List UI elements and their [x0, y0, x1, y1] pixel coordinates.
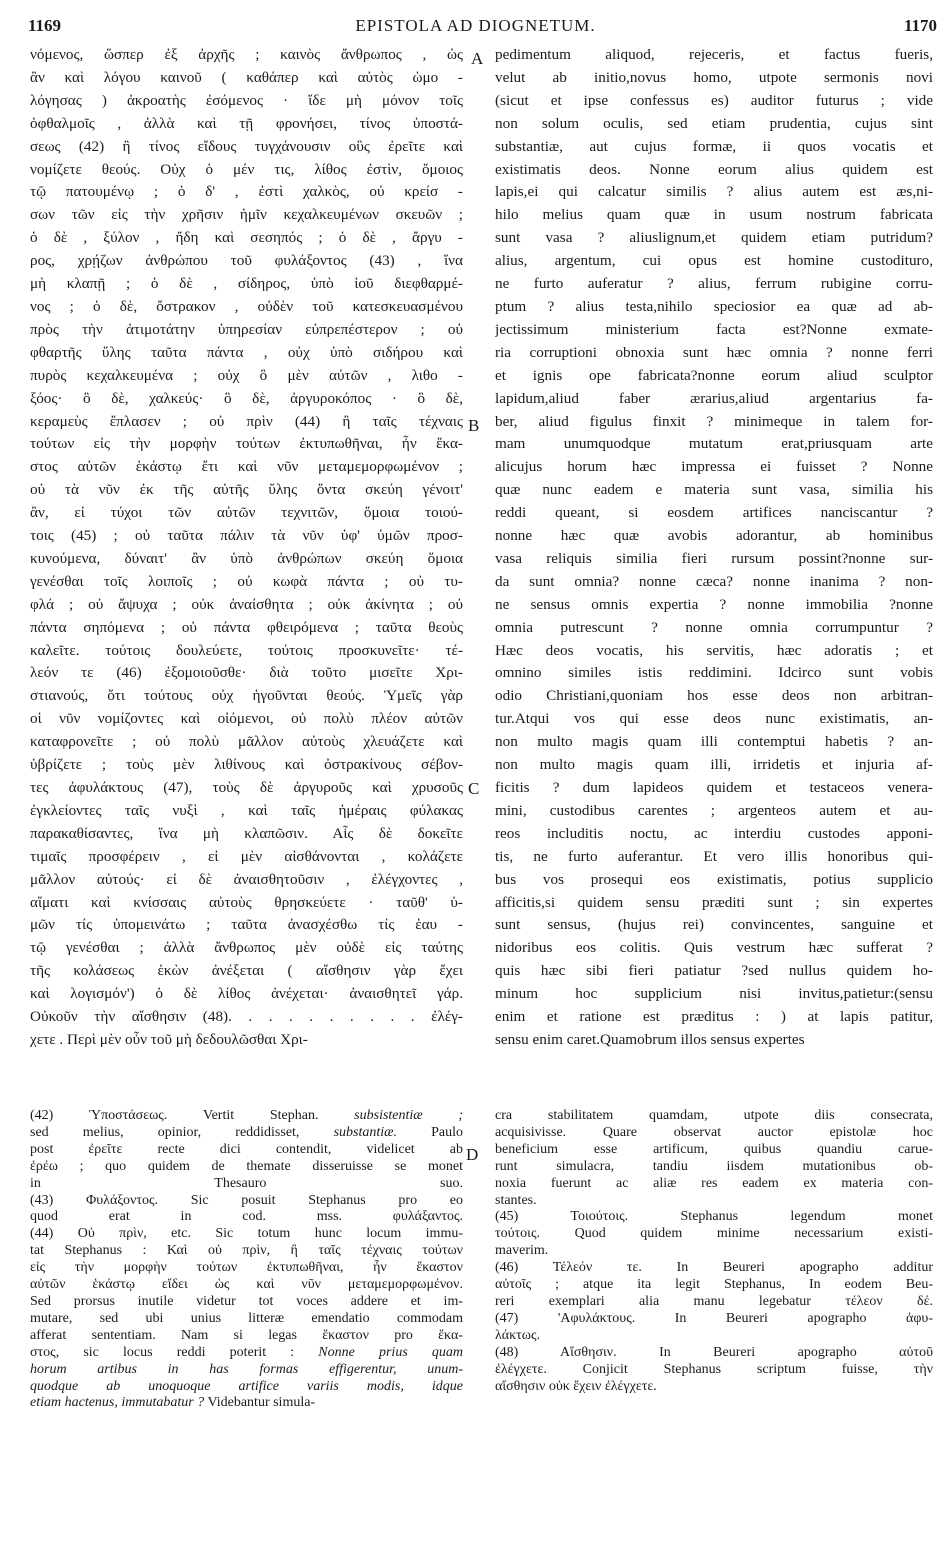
latin-text-line: non solum oculis, sed etiam prudentia, cujus sint [495, 114, 933, 132]
latin-text-line: quis hæc sibi fieri patiatur ?sed nullus quidem ho- [495, 962, 933, 980]
footnote-line: (43) Φυλάξοντος. Sic posuit Stephanus pro eo [30, 1192, 463, 1208]
latin-text-line: tis, ne furto auferantur. Et vero illis honoribus qui- [495, 847, 933, 865]
latin-text-line: bus vos prosequi eos existimatis, potius supplicio [495, 870, 933, 888]
latin-text-line: mini, custodibus carentes ; argenteos autem et au- [495, 801, 933, 819]
greek-text-line: σεως (42) ἢ τίνος εἴδους τυγχάνουσιν οὓς ἐρεῖτε καὶ [30, 137, 463, 155]
footnote-line [30, 1379, 463, 1396]
greek-text-line: ξόος· ὃ δὲ, χαλκεύς· ὃ δὲ, ἀργυροκόπος · ὃ δὲ, [30, 389, 463, 407]
footnotes-right-column [495, 1108, 933, 1395]
footnote-line: sed melius, opinior, reddidisset, substantiæ. Paulo [30, 1124, 463, 1140]
latin-text-line: hilo melius quam quæ in usum nostrum fabricata [495, 206, 933, 224]
footnote-line: tat Stephanus : Καὶ οὐ πρὶν, ἢ ταῖς τέχναις τούτων [30, 1243, 463, 1259]
latin-text-line: Hæc deos vocatis, his servitis, hæc adoratis ; et [495, 641, 933, 659]
section-marker-d: D [466, 1145, 479, 1164]
footnote-line: στος, sic locus reddi poterit : Nonne prius quam [30, 1344, 463, 1360]
latin-text-line: pedimentum aliquod, rejeceris, et factus fueris, [495, 46, 933, 63]
page-number-left: 1169 [28, 16, 62, 35]
latin-text-line: lapidum,aliud faber ærarius,aliud argentarius fa- [495, 389, 933, 407]
section-marker-a: A [471, 49, 484, 68]
latin-text-line: quæ nunc eadem e materia sunt vasa, similia his [495, 481, 933, 499]
latin-text-line: ria corruptioni obnoxia sunt hæc omnia ? nonne ferri [495, 343, 933, 361]
greek-text-line: λόγησας ) ἀκροατὴς ἐσόμενος · ἴδε μὴ μόνον τοῖς [30, 91, 463, 109]
greek-text-line: νος ; ὁ δὲ, ὄστρακον , οὐδὲν τοῦ κατεσκευασμένου [30, 297, 463, 315]
latin-text-line: omnia putrescunt ? nonne omnia corrumpuntur ? [495, 618, 933, 636]
footnote-line: reri exemplari alia manu legebatur τέλεον δέ. [495, 1293, 933, 1309]
latin-text-line: ne furto auferatur ? alius, ferrum rubigine corru- [495, 275, 933, 293]
footnote-line: Sed prorsus inutile videtur tot voces addere et im- [30, 1293, 463, 1309]
latin-text-line: ber, aliud figulus finxit ? minimeque in talem for- [495, 412, 933, 430]
greek-text-line: τιμαῖς προσφέρειν , εἰ μὲν αἰσθάνονται , κολάζετε [30, 847, 463, 865]
latin-text-line: odio Christiani,quoniam hos esse deos non arbitran- [495, 687, 933, 705]
footnote-line: stantes. [495, 1192, 537, 1208]
latin-text-line: (sicut et ipse confessus es) auditor futurus ; vide [495, 91, 933, 109]
greek-text-line: σων τῶν εἰς τὴν χρῆσιν ἡμῖν κεχαλκευμένων σκευῶν ; [30, 206, 463, 224]
greek-text-line: νομίζετε θεούς. Οὐχ ὁ μέν τις, λίθος ἐστὶν, ὅμοιος [30, 160, 463, 178]
greek-text-line: φθαρτῆς ὕλης ταῦτα πάντα , οὐχ ὑπὸ σιδήρου καὶ [30, 343, 463, 361]
footnote-line: αὐτοῖς ; atque ita legit Stephanus, In eodem Beu- [495, 1277, 933, 1293]
greek-text-line: νόμενος, ὥσπερ ἐξ ἀρχῆς ; καινὸς ἄνθρωπος , ὡς [30, 46, 463, 63]
greek-text-line: οἱ νῦν νομίζοντες καὶ οἰόμενοι, οὐ πολὺ πλέον αὐτῶν [30, 710, 463, 728]
page-number-right: 1170 [903, 16, 937, 35]
latin-text-line: ptum ? alius testa,nihilo speciosior ea quæ ad ab- [495, 297, 933, 315]
greek-text-line: τῆς κολάσεως ἑκὼν ἀνέξεται ( αἴσθησιν γὰρ ἔχει [30, 962, 463, 980]
latin-text-line: minum hoc supplicium nisi invitus,patietur:(sensu [495, 985, 933, 1003]
greek-text-line: ἂν, εἰ τύχοι τῶν αὐτῶν τεχνιτῶν, ὅμοια τοιού- [30, 504, 463, 522]
greek-text-line: κυνούμενα, δύναιτ' ἂν ὑπὸ ἀνθρώπων σκεύη ὅμοια [30, 549, 463, 567]
greek-text-line: ἐγκλείοντες ταῖς νυξὶ , καὶ ταῖς ἡμέραις φύλακας [30, 801, 463, 819]
footnote-line: noxia fuerunt ac aliæ res eadem ex materia con- [495, 1175, 933, 1191]
greek-text-line: στιανούς, ὅτι τούτους οὐχ ἡγοῦνται θεούς. Ὑμεῖς γὰρ [30, 687, 463, 705]
latin-text-line: et ignis ope fabricata?nonne eorum aliud sculptor [495, 366, 933, 384]
greek-text-line: Οὐκοῦν τὴν αἴσθησιν (48). . . . . . . . . . ἐλέγ- [30, 1008, 463, 1026]
footnote-line: αὐτῶν ἑκάστῳ εἴδει ὡς καὶ νῦν μεταμεμορφωμένον. [30, 1277, 463, 1293]
italic-phrase: horum artibus in has formas effigerentur, unum- [30, 1361, 463, 1377]
footnote-line: quod erat in cod. mss. φυλάξαντος. [30, 1209, 463, 1225]
greek-text-line: χετε . Περὶ μὲν οὖν τοῦ μὴ δεδουλῶσθαι Χρι- [30, 1030, 308, 1048]
italic-phrase: quodque ab unoquoque artifice variis modis, idque [30, 1378, 463, 1394]
greek-text-line: τούτων εἰς τὴν μορφὴν τούτων ἐκτυπωθῆναι, ἦν ἕκα- [30, 435, 463, 453]
greek-text-line: ρος, χρῄζων ἀνθρώπου τοῦ φυλάξοντος (43) , ἵνα [30, 252, 463, 270]
greek-text-line: μᾶλλον αὐτούς· εἰ δὲ ἀναισθητοῦσιν , ἐλέγχοντες , [30, 870, 463, 888]
italic-phrase: etiam hactenus, immutabatur ? [30, 1395, 205, 1411]
footnote-line: afferat sententiam. Nam si legas ἕκαστον pro ἕκα- [30, 1327, 463, 1343]
latin-text-line: sunt sensus, (hujus rei) convincentes, sanguine et [495, 916, 933, 934]
latin-text-line: reddi queant, si eosdem artifices nanciscantur ? [495, 504, 933, 522]
footnote-line: runt simulacra, tandiu iisdem mutationibus ob- [495, 1158, 933, 1174]
footnote-line: (48) Αἴσθησιν. In Beureri apographo αὐτοῦ [495, 1344, 933, 1360]
latin-text-line: mam unumquodque mutatum erat,priusquam arte [495, 435, 933, 453]
greek-text-line: λεόν τε (46) ἐξομοιοῦσθε· διὰ τοῦτο μισεῖτε Χρι- [30, 664, 463, 682]
greek-text-line: τοις (45) ; οὐ ταῦτα πάλιν τὰ νῦν ὑφ' ὑμῶν προσ- [30, 527, 463, 545]
footnote-line: ἐρέω ; quo quidem de themate disseruisse se monet [30, 1158, 463, 1174]
latin-text-line: ne sensus omnis expertia ? nonne immobilia ?nonne [495, 595, 933, 613]
greek-text-line: καταφρονεῖτε ; οὐ πολὺ μᾶλλον αὐτοὺς χλευάζετε καὶ [30, 733, 463, 751]
greek-text-line: παρακαθίσαντες, ἵνα μὴ κλαπῶσιν. Αἷς δὲ δοκεῖτε [30, 824, 463, 842]
footnote-line: etiam hactenus, immutabatur ? Videbantur simula- [30, 1395, 316, 1411]
footnote-line: αἴσθησιν οὐκ ἔχειν ἐλέγχετε. [495, 1378, 657, 1394]
latin-text-line: sensu enim caret.Quamobrum illos sensus expertes [495, 1030, 805, 1048]
latin-text-line: vasa reliquis similia fieri rursum possint?nonne sur- [495, 549, 933, 567]
greek-text-line: ὑβρίζετε ; τοὺς μὲν λιθίνους καὶ ὀστρακίνους σέβον- [30, 756, 463, 774]
italic-phrase: subsistentiæ ; [354, 1108, 463, 1123]
greek-text-line: καλεῖτε. τούτοις δουλεύετε, τούτοις προσκυνεῖτε· τέ- [30, 641, 463, 659]
footnote-line: (45) Τοιούτοις. Stephanus legendum monet [495, 1209, 933, 1225]
greek-text-line: γενέσθαι τοῖς λοιποῖς ; οὐ κωφὰ πάντα ; οὐ τυ- [30, 572, 463, 590]
running-title: EPISTOLA AD DIOGNETUM. [355, 16, 596, 35]
italic-phrase: Nonne prius quam [318, 1344, 463, 1360]
latin-text-line: ficitis ? dum lapideos quidem et testaceos venera- [495, 779, 933, 796]
latin-text-line: omnino similes istis reddimini. Idcirco sunt vobis [495, 664, 933, 682]
greek-text-line: πρὸς τὴν ἀτιμοτάτην ὑπηρεσίαν εὐπρεπέστερον ; οὐ [30, 320, 463, 338]
footnote-line: post ἐρεῖτε recte dici contendit, videlicet ab [30, 1141, 463, 1157]
section-marker-b: B [468, 416, 480, 435]
footnote-line: beneficium esse artificum, quibus quandiu carue- [495, 1141, 933, 1157]
footnote-line: ἐλέγχετε. Conjicit Stephanus scriptum fuisse, τὴν [495, 1361, 933, 1377]
latin-text-line: reos includitis noctu, ac interdiu custodes apponi- [495, 824, 933, 842]
latin-text-column [495, 44, 933, 1052]
latin-text-line: jectissimum ministerium facta est?Nonne exmate- [495, 320, 933, 338]
latin-text-line: nonne hæc quæ avobis adorantur, ab hominibus [495, 527, 933, 545]
greek-text-line: κεραμεὺς ἔπλασεν ; οὐ πρὶν (44) ἢ ταῖς τέχναις [30, 412, 463, 430]
greek-text-line: τες ἀφυλάκτους (47), τοὺς δὲ ἀργυροῦς καὶ χρυσοῦς [30, 779, 463, 796]
latin-text-line: non multo magis quam illi, irridetis et injuria af- [495, 756, 933, 774]
section-marker-c: C [468, 779, 480, 798]
latin-text-line: nidoribus eos colitis. Quis vestrum hæc sufferat ? [495, 939, 933, 957]
greek-text-line: μῶν τίς ὑπομεινάτω ; ταῦτα ἀνασχέσθω τίς ἑαυ - [30, 916, 463, 934]
greek-text-column [30, 44, 463, 1052]
greek-text-line: ἂν καὶ λόγου καινοῦ ( καθάπερ καὶ αὐτὸς ὡμο - [30, 68, 463, 86]
latin-text-line: sunt vasa ? aliuslignum,et quidem etiam putridum? [495, 229, 933, 247]
latin-text-line: lapis,ei qui calcatur similis ? alius autem est æs,ni- [495, 183, 933, 201]
footnote-line: εἰς τὴν μορφὴν τούτων ἐκτυπωθῆναι, ἦν ἕκαστον [30, 1260, 463, 1276]
greek-text-line: τῷ πατουμένῳ ; ὁ δ' , ἐστὶ χαλκὸς, οὐ κρείσ - [30, 183, 463, 201]
greek-text-line: οὐ τὰ νῦν ἐκ τῆς αὐτῆς ὕλης ὄντα σκεύη γένοιτ' [30, 481, 463, 499]
latin-text-line: enim et ratione est præditus : ) at lapis patitur, [495, 1008, 933, 1026]
footnote-line: τούτοις. Quod quidem minime necessarium existi- [495, 1226, 933, 1242]
greek-text-line: πάντα σηπόμενα ; οὐ πάντα φθειρόμενα ; ταῦτα θεοὺς [30, 618, 463, 636]
greek-text-line: στος αὐτῶν ἑκάστῳ ἔτι καὶ νῦν μεταμεμορφωμένον ; [30, 458, 463, 476]
greek-text-line: μὴ κλαπῇ ; ὁ δὲ , σίδηρος, ὑπὸ ἰοῦ διεφθαρμέ- [30, 275, 463, 293]
footnote-line: (47) 'Αφυλάκτους. In Beureri apographo ἀφυ- [495, 1310, 933, 1326]
running-header [0, 0, 951, 44]
footnote-line: (46) Τέλεόν τε. In Beureri apographo additur [495, 1260, 933, 1276]
latin-text-line: afficitis,si quidem sensu præditi sunt ; sin expertes [495, 893, 933, 911]
latin-text-line: existimatis deos. Nonne eorum alius quidem est [495, 160, 933, 178]
greek-text-line: αἵματι καὶ κνίσσαις αὐτοὺς θρησκεύετε · ταῦθ' ὑ- [30, 893, 463, 911]
greek-text-line: πυρὸς κεχαλκευμένα ; οὐχ ὃ μὲν αὐτῶν , λιθο - [30, 366, 463, 384]
footnote-line: cra stabilitatem quamdam, utpote diis consecrata, [495, 1108, 933, 1123]
latin-text-line: da sunt omnia? nonne cæca? nonne inanima ? non- [495, 572, 933, 590]
footnote-line: (42) Ὑποστάσεως. Vertit Stephan. subsistentiæ ; [30, 1108, 463, 1123]
latin-text-line: alius, argentum, cui opus est homine custodituro, [495, 252, 933, 270]
greek-text-line: φλά ; οὐ ἄψυχα ; οὐκ ἀναίσθητα ; οὐκ ἀκίνητα ; οὐ [30, 595, 463, 613]
italic-phrase: substantiæ. [333, 1124, 397, 1140]
greek-text-line: καὶ λογισμόν') ὁ δὲ λίθος ἀνέχεται· ἀναισθητεῖ γάρ. [30, 985, 463, 1003]
greek-text-line: τῷ γενέσθαι ; ἀλλὰ ἄνθρωπος μὲν οὐδὲ εἰς ταύτης [30, 939, 463, 957]
greek-text-line: ὁ δὲ , ξύλον , ἤδη καὶ σεσηπός ; ὁ δὲ , ἄργυ - [30, 229, 463, 247]
footnote-line: λάκτως. [495, 1327, 541, 1343]
greek-text-line: ὀφθαλμοῖς , ἀλλὰ καὶ τῇ φρονήσει, τίνος ὑποστά- [30, 114, 463, 132]
footnote-line: in Thesauro suo. [30, 1175, 463, 1191]
latin-text-line: tur.Atqui vos qui esse deos nunc existimatis, an- [495, 710, 933, 728]
footnote-line [30, 1362, 463, 1379]
footnote-line: mutare, sed ubi unius litteræ emendatio commodam [30, 1310, 463, 1326]
footnote-line: (44) Οὐ πρὶν, etc. Sic totum hunc locum immu- [30, 1226, 463, 1242]
latin-text-line: non multo magis quam illi contemptui habetis ? an- [495, 733, 933, 751]
footnote-line: acquisivisse. Quare observat auctor epistolæ hoc [495, 1124, 933, 1140]
footnotes-left-column [30, 1108, 463, 1412]
latin-text-line: substantiæ, aut cujus formæ, ii quos vocatis et [495, 137, 933, 155]
latin-text-line: velut ab initio,novus homo, utpote sermonis novi [495, 68, 933, 86]
latin-text-line: alicujus horum hæc impressa ei fuisset ? Nonne [495, 458, 933, 476]
footnote-line: maverim. [495, 1243, 549, 1259]
